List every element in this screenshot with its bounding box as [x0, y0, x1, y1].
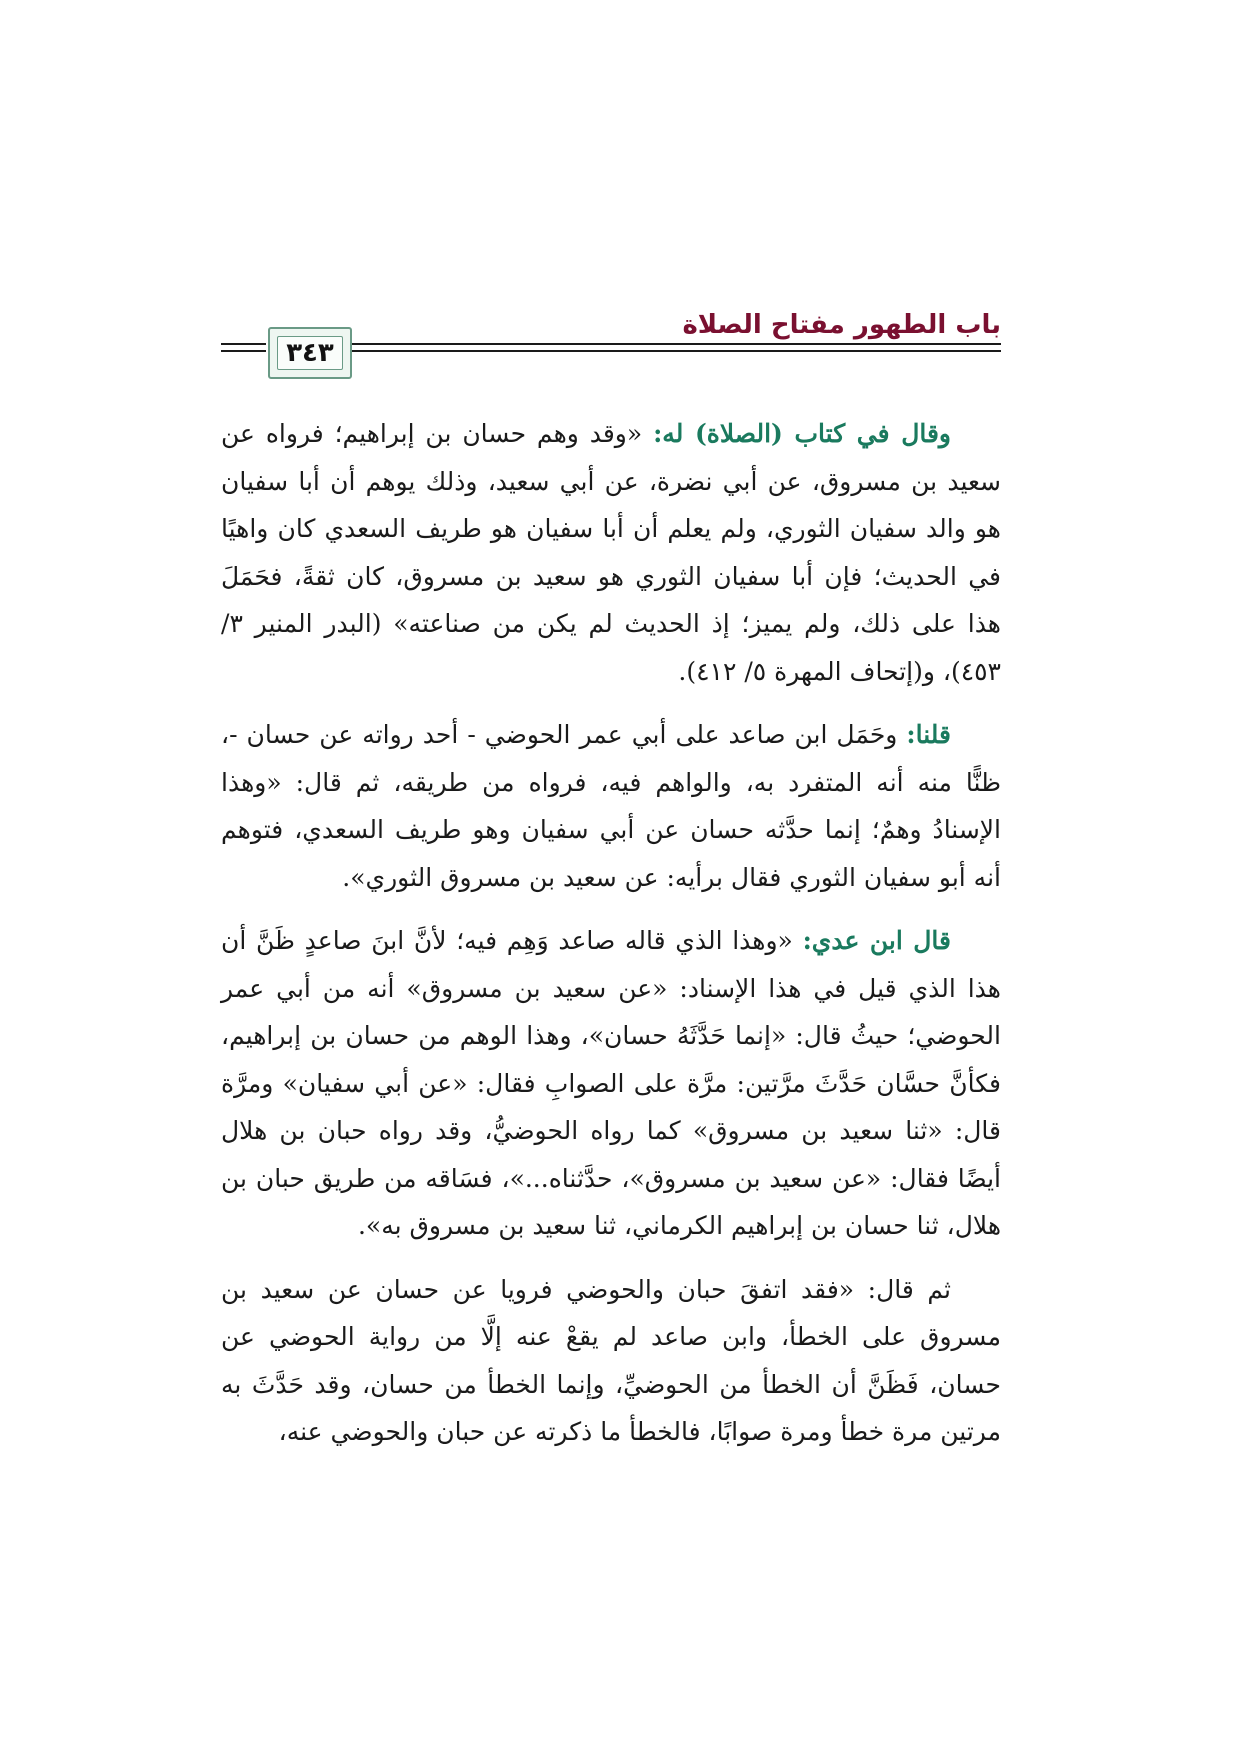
header-rule-left-bottom [221, 350, 266, 352]
page-number-frame [277, 336, 343, 370]
page-number-badge [268, 327, 352, 379]
paragraph-2-text: وحَمَل ابن صاعد على أبي عمر الحوضي - أحد رواته عن حسان -، ظنًّا منه أنه المتفرد به، والواهم فيه، فرواه من طريقه، ثم قال: «وهذا الإسنادُ وهمٌ؛ إنما حدَّثه حسان عن أبي سفيان وهو طريف السعدي، فتوهم أنه أبو سفيان الثوري فقال برأيه: عن سعيد بن مسروق الثوري». [221, 720, 1001, 892]
header-rule-left-top [221, 343, 266, 345]
paragraph-3-label: قال ابن عدي: [802, 926, 951, 955]
paragraph-4-text: ثم قال: «فقد اتفقَ حبان والحوضي فرويا عن حسان عن سعيد بن مسروق على الخطأ، وابن صاعد لم يقعْ عنه إلَّا من رواية الحوضي عن حسان، فَظَنَّ أن الخطأ من الحوضيِّ، وإنما الخطأ من حسان، وقد حَدَّثَ به مرتين مرة خطأ ومرة صوابًا، فالخطأ ما ذكرته عن حبان والحوضي عنه، [221, 1274, 1001, 1446]
paragraph-3 [221, 917, 1001, 1250]
paragraph-2 [221, 711, 1001, 901]
paragraph-1-text: «وقد وهم حسان بن إبراهيم؛ فرواه عن سعيد بن مسروق، عن أبي نضرة، عن أبي سعيد، وذلك يوهم أن أبا سفيان هو والد سفيان الثوري، ولم يعلم أن أبا سفيان هو طريف السعدي كان واهيًا في الحديث؛ فإن أبا سفيان الثوري هو سعيد بن مسروق، كان ثقةً، فحَمَلَ هذا على ذلك، ولم يميز؛ إذ الحديث لم يكن من صناعته» (البدر المنير ٣/ ٤٥٣)، و(إتحاف المهرة ٥/ ٤١٢). [221, 419, 1001, 686]
running-title: باب الطهور مفتاح الصلاة [682, 310, 1001, 340]
header-rule-right-top [351, 343, 1001, 345]
page-header [221, 310, 1001, 390]
header-rule-right-bottom [351, 350, 1001, 352]
paragraph-1-label: وقال في كتاب (الصلاة) له: [653, 419, 952, 448]
paragraph-4 [221, 1266, 1001, 1456]
paragraph-3-text: «وهذا الذي قاله صاعد وَهِم فيه؛ لأنَّ ابنَ صاعدٍ ظَنَّ أن هذا الذي قيل في هذا الإسناد: «عن سعيد بن مسروق» أنه من أبي عمر الحوضي؛ حيثُ قال: «إنما حَدَّثَهُ حسان»، وهذا الوهم من حسان بن إبراهيم، فكأنَّ حسَّان حَدَّثَ مرَّتين: مرَّة على الصوابِ فقال: «عن أبي سفيان» ومرَّة قال: «ثنا سعيد بن مسروق» كما رواه الحوضيُّ، وقد رواه حبان بن هلال أيضًا فقال: «عن سعيد بن مسروق»، حدَّثناه...»، فسَاقه من طريق حبان بن هلال، ثنا حسان بن إبراهيم الكرماني، ثنا سعيد بن مسروق به». [221, 926, 1001, 1240]
page-body [221, 410, 1001, 1472]
paragraph-1 [221, 410, 1001, 695]
page-number: ٣٤٣ [286, 338, 334, 368]
paragraph-2-label: قلنا: [906, 720, 951, 749]
